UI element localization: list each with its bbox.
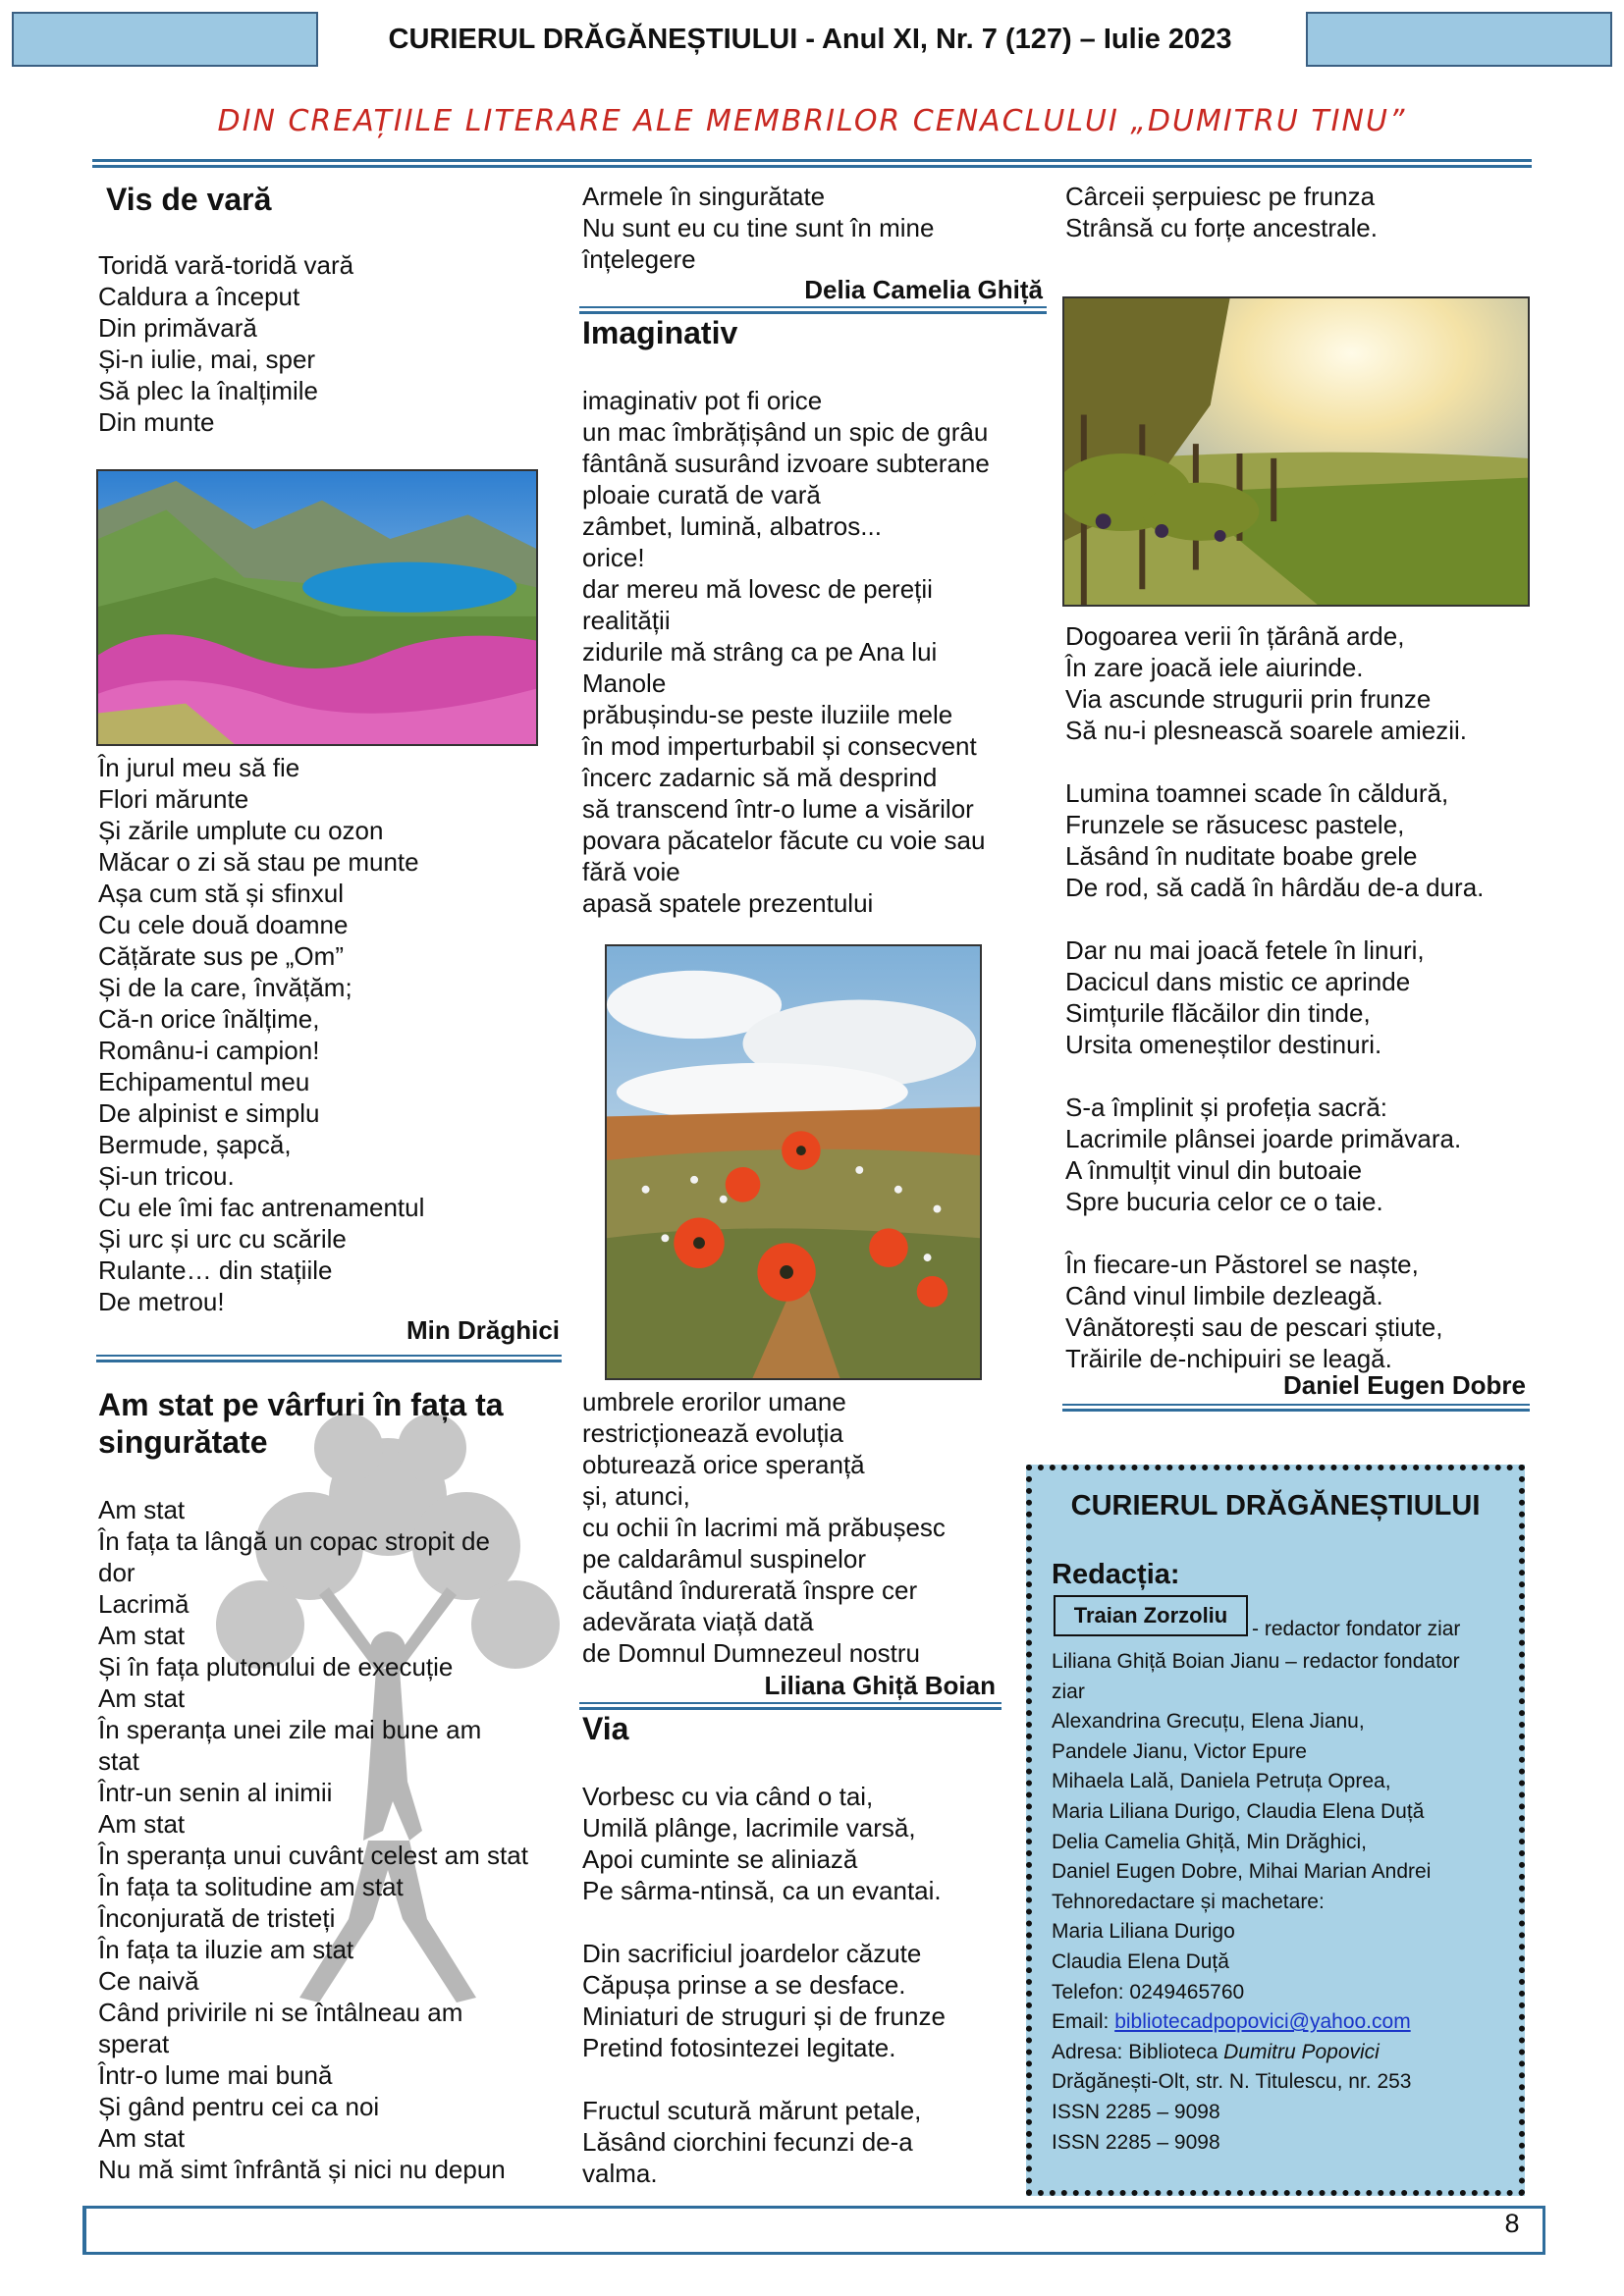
poem-vis-de-vara-lines-top: Toridă vară-toridă vară Caldura a început Din primăvară Și-n iulie, mai, sper Să plec la înalțimile Din munte: [98, 250, 354, 437]
author-daniel-eugen-dobre: Daniel Eugen Dobre: [1282, 1370, 1526, 1400]
header-tab-left: [12, 12, 318, 67]
email-link[interactable]: bibliotecadpopovici@yahoo.com: [1114, 2010, 1411, 2034]
author-delia-camelia-ghita: Delia Camelia Ghiță: [804, 275, 1043, 304]
poem-imaginativ-lines-after: umbrele erorilor umane restricționează evoluția obturează orice speranță și, atunci, cu ochii în lacrimi mă prăbușesc pe caldarâmul suspinelor căutând îndurerată înspre cer adevărata viață dată de Domnul Dumnezeul nostru: [582, 1387, 946, 1668]
poem-title-imaginativ: Imaginativ: [582, 315, 738, 350]
founder-name-box: Traian Zorzoliu: [1054, 1595, 1248, 1636]
poem-via-continued-top: Cârceii șerpuiesc pe frunza Strânsă cu forțe ancestrale.: [1065, 182, 1378, 242]
poem-via-continued-lines: Dogoarea verii în țărână arde, În zare joacă iele aiurinde. Via ascunde strugurii prin frunze Să nu-i plesnească soarele amiezii. Lumina toamnei scade în căldură, Frunzele se răsucesc pastele, Lăsând în nuditate boabe grele De rod, să cadă în hârdău de-a dura. Dar nu mai joacă fetele în linuri, Dacicul dans mistic ce aprinde Simțurile flăcăilor din tinde, Ursita omeneștilor destinuri. S-a împlinit și profeția sacră: Lacrimile plânsei joarde primăvara. A înmulțit vinul din butoaie Spre bucuria celor ce o taie. În fiecare-un Păstorel se naște, Când vinul limbile dezleagă. Vânătorești sau de pescari știute, Trăirile de-nchipuiri se leagă.: [1065, 621, 1485, 1373]
poem-vis-de-vara-lines-bottom: În jurul meu să fie Flori mărunte Și zările umplute cu ozon Măcar o zi să stau pe munte Așa cum stă și sfinxul Cu cele două doamne Cățărate sus pe „Om” Și de la care, învățăm; Că-n orice înălțime, Românu-i campion! Echipamentul meu De alpinist e simplu Bermude, șapcă, Și-un tricou. Cu ele îmi fac antrenamentul Și urc și urc cu scările Rulante… din stațiile De metrou!: [98, 753, 425, 1316]
header-tab-right: [1306, 12, 1612, 67]
section-title: DIN CREAȚIILE LITERARE ALE MEMBRILOR CENACLULUI „DUMITRU TINU”: [217, 104, 1407, 138]
poem-title-via: Via: [582, 1711, 629, 1746]
poem-imaginativ-lines: imaginativ pot fi orice un mac îmbrățișând un spic de grâu fântână susurând izvoare subterane ploaie curată de vară zâmbet, lumină, albatros... orice! dar mereu mă lovesc de pereții realității zidurile mă strâng ca pe Ana lui Manole prăbușindu-se peste iluziile mele în mod imperturbabil și consecvent încerc zadarnic să mă desprind să transcend într-o lume a visărilor povara păcatelor făcute cu voie sau fără voie apasă spatele prezentului: [582, 386, 990, 918]
section-title-rule: [92, 159, 1532, 168]
page-number: 8: [1504, 2209, 1520, 2238]
poem-title-am-stat: Am stat pe vârfuri în fața ta singurătate: [98, 1387, 504, 1460]
poem-via-lines: Vorbesc cu via când o tai, Umilă plânge, lacrimile varsă, Apoi cuminte se aliniază Pe sârma-ntinsă, ca un evantai. Din sacrificiul joardelor căzute Căpușa prinse a se desface. Miniaturi de struguri și de frunze Pretind fotosintezei legitate. Fructul scutură mărunt petale, Lăsând ciorchini fecunzi de-a valma.: [582, 1782, 946, 2188]
vineyard-sunset-image: [1062, 296, 1530, 607]
poppy-field-image: [605, 944, 982, 1380]
column-rule: [579, 306, 1047, 314]
editorial-box-title: CURIERUL DRĂGĂNEȘTIULUI: [1070, 1490, 1481, 1522]
newspaper-header-title: CURIERUL DRĂGĂNEȘTIULUI - Anul XI, Nr. 7 (127) – Iulie 2023: [388, 24, 1232, 55]
editorial-box: [1026, 1465, 1525, 2196]
column-rule: [96, 1355, 562, 1362]
mountain-lake-image: [96, 469, 538, 746]
footer-border: [82, 2206, 1545, 2255]
poem-delia-end-lines: Armele în singurătate Nu sunt eu cu tine sunt în mine înțelegere: [582, 182, 935, 274]
editorial-staff-list: Liliana Ghiță Boian Jianu – redactor fondator ziar Alexandrina Grecuțu, Elena Jianu, Pandele Jianu, Victor Epure Mihaela Lală, Daniela Petruța Oprea, Maria Liliana Durigo, Claudia Elena Duță Delia Camelia Ghiță, Min Drăghici, Daniel Eugen Dobre, Mihai Marian Andrei Tehnoredactare și machetare: Maria Liliana Durigo Claudia Elena Duță Telefon: 0249465760 Email: bibliotecadpopovici@yahoo.com Adresa: Biblioteca Dumitru Popovici Drăgănești-Olt, str. N. Titulescu, nr. 253 ISSN 2285 – 9098 ISSN 2285 – 9098: [1052, 1650, 1460, 2154]
editorial-label: Redacția:: [1052, 1559, 1180, 1590]
author-liliana-ghita-boian: Liliana Ghiță Boian: [764, 1671, 996, 1700]
author-min-draghici: Min Drăghici: [406, 1315, 560, 1345]
column-rule: [579, 1702, 1001, 1710]
poem-am-stat-lines: Am stat În fața ta lângă un copac stropit de dor Lacrimă Am stat Și în fața plutonului de execuție Am stat În speranța unei zile mai bune am stat Într-un senin al inimii Am stat În speranța unui cuvânt celest am stat În fața ta solitudine am stat Înconjurată de tristeți În fața ta iluzie am stat Ce naivă Când privirile ni se întâlneau am sperat Într-o lume mai bună Și gând pentru cei ca noi Am stat Nu mă simt înfrântă și nici nu depun: [98, 1495, 528, 2184]
poem-title-vis-de-vara: Vis de vară: [106, 182, 272, 217]
column-rule: [1062, 1404, 1530, 1412]
founder-role: - redactor fondator ziar: [1252, 1618, 1461, 1640]
